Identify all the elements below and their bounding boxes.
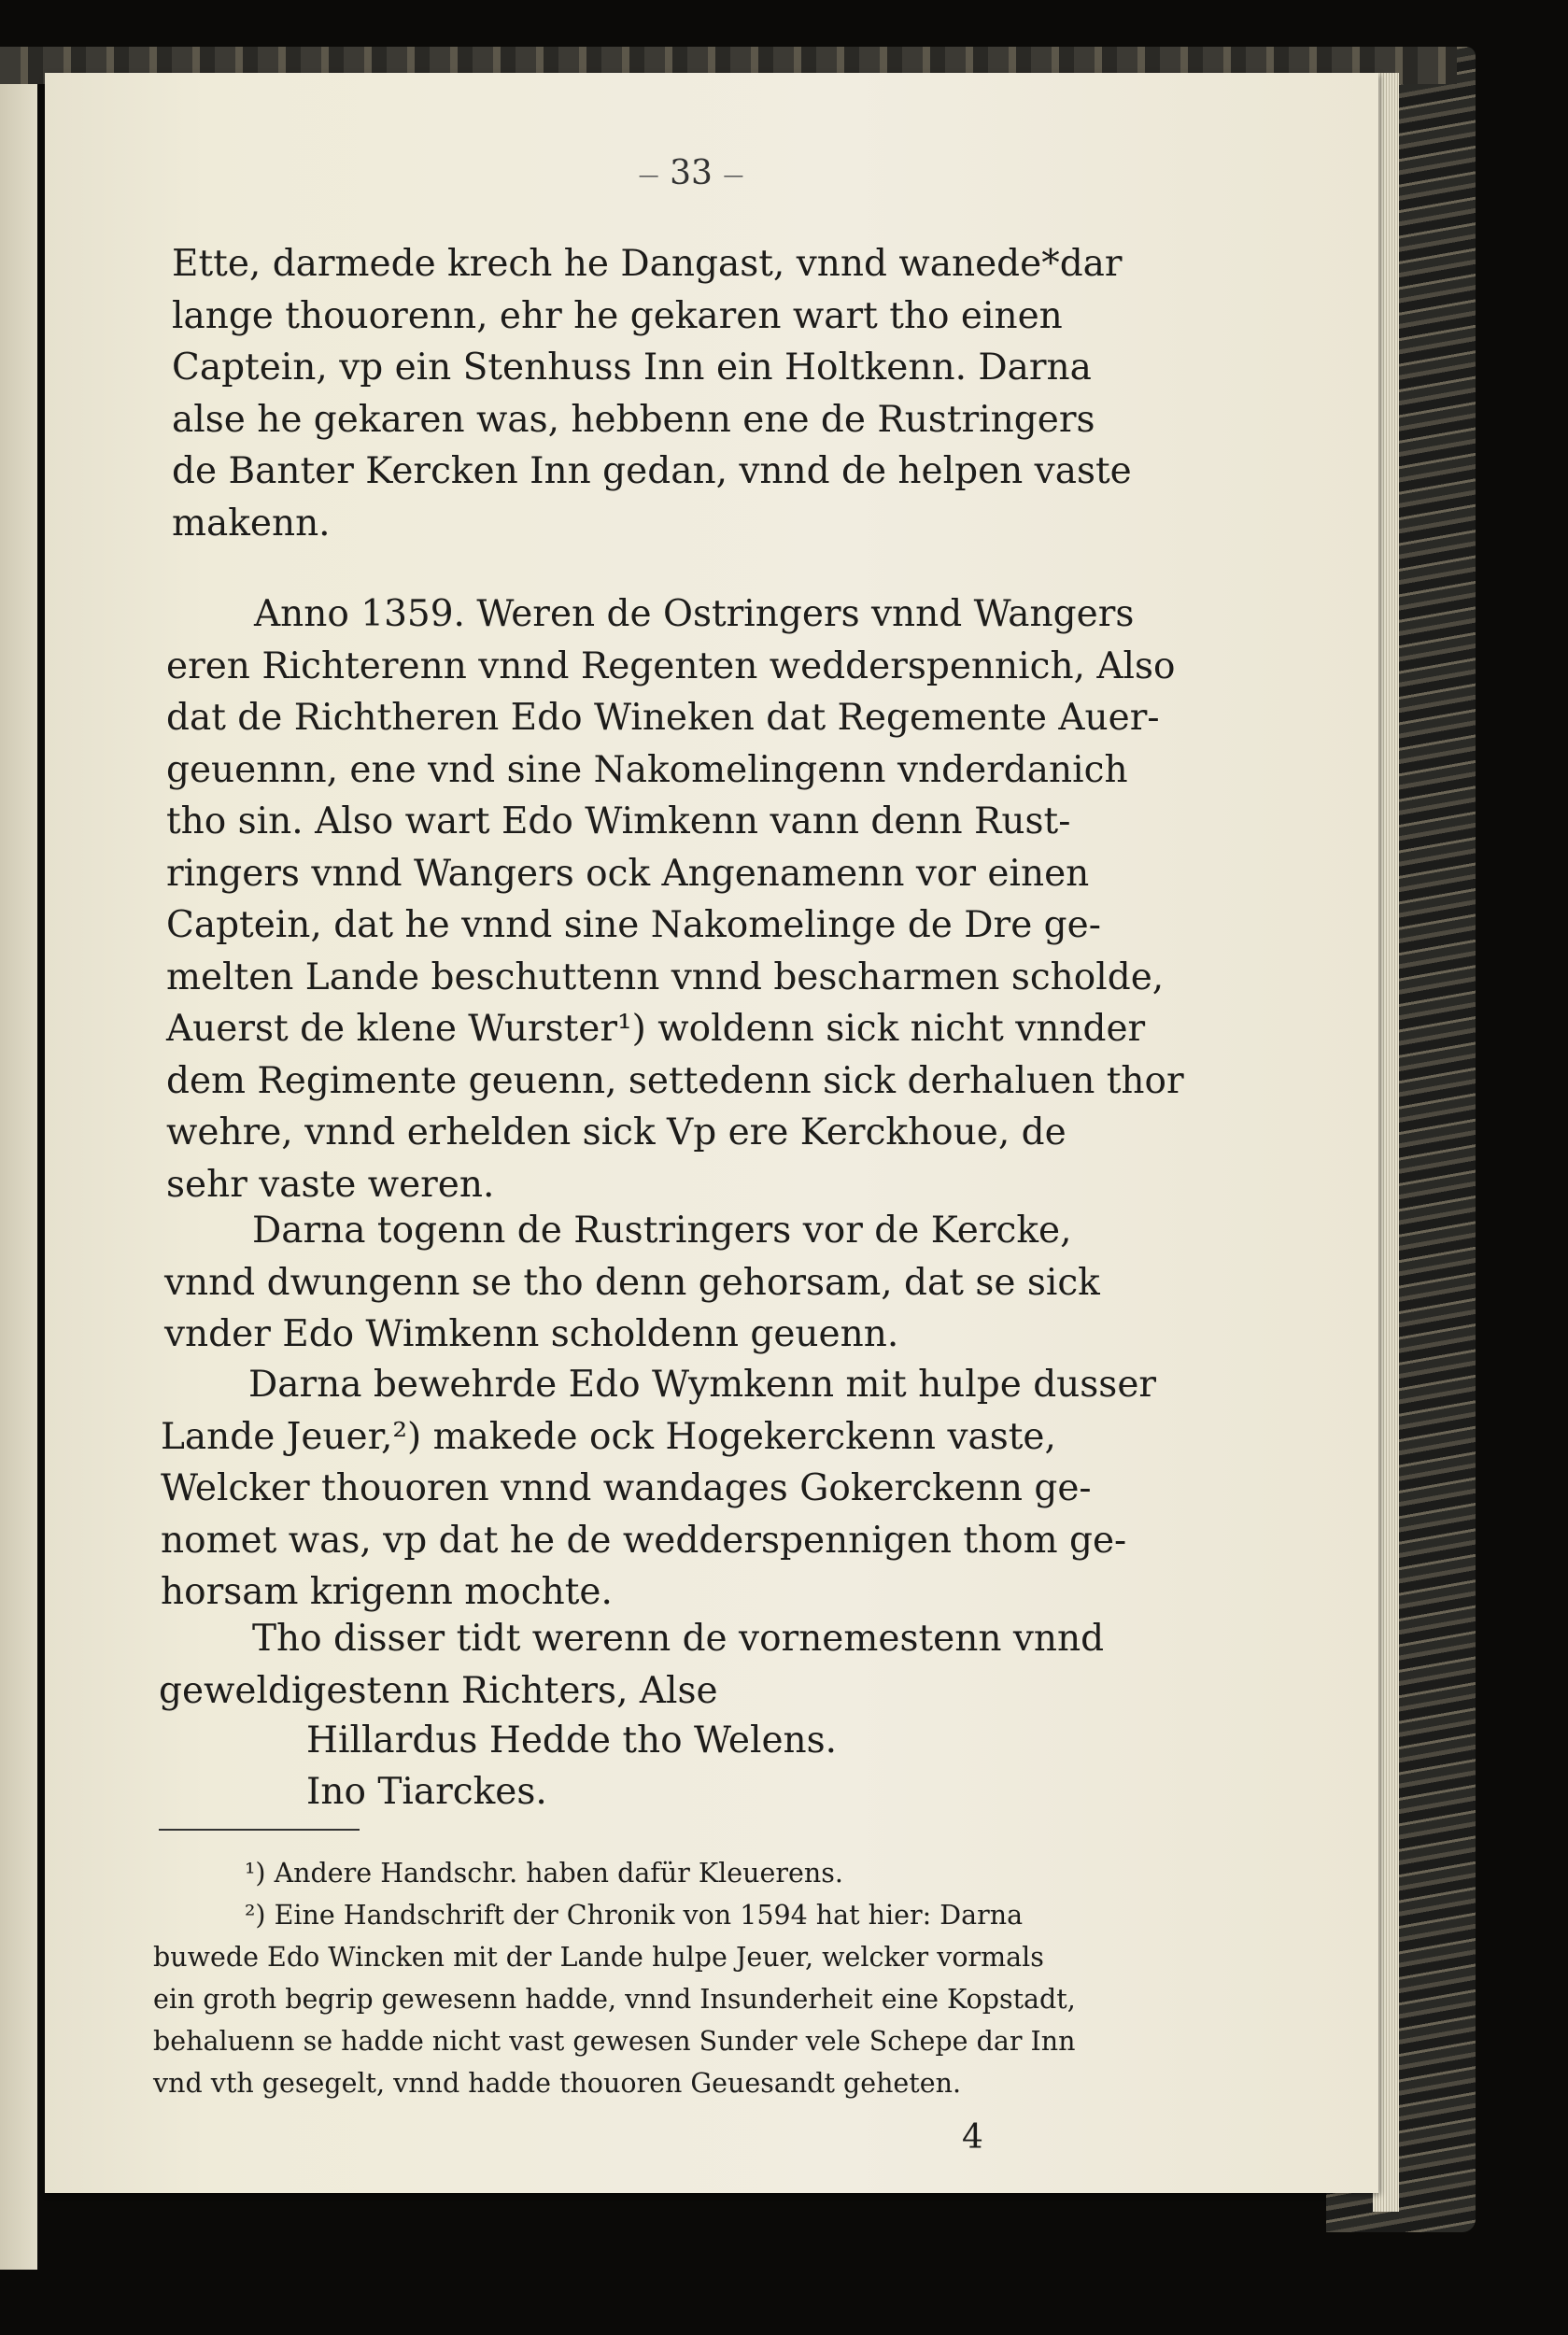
- text-line: geweldigestenn Richters, Alse: [159, 1669, 718, 1712]
- footnote-2-line: ein groth begrip gewesenn hadde, vnnd Insunderheit eine Kopstadt,: [153, 1984, 1076, 2015]
- text-line: horsam krigenn mochte.: [161, 1571, 613, 1613]
- footnote-divider: [159, 1829, 360, 1831]
- text-line: Captein, vp ein Stenhuss Inn ein Holtkenn. Darna: [172, 347, 1092, 389]
- text-line: sehr vaste weren.: [166, 1163, 495, 1206]
- text-line: wehre, vnnd erhelden sick Vp ere Kerckhoue, de: [166, 1111, 1067, 1153]
- text-line: Lande Jeuer,²) makede ock Hogekerckenn vaste,: [161, 1415, 1056, 1458]
- text-line: melten Lande beschuttenn vnnd bescharmen scholde,: [166, 955, 1165, 998]
- text-line: eren Richterenn vnnd Regenten wedderspennich, Also: [166, 644, 1176, 687]
- footnote-2-line: ²) Eine Handschrift der Chronik von 1594 hat hier: Darna: [245, 1900, 1024, 1931]
- paragraph-2: [166, 588, 1184, 1210]
- text-line: vnder Edo Wimkenn scholdenn geuenn.: [164, 1313, 899, 1355]
- text-line: Darna togenn de Rustringers vor de Kercke,: [252, 1210, 1072, 1252]
- name-entry: Ino Tiarckes.: [306, 1771, 547, 1813]
- paragraph-5: [159, 1613, 1177, 1717]
- text-line: ringers vnnd Wangers ock Angenamenn vor einen: [166, 852, 1090, 895]
- header-ornament-left: —: [638, 163, 659, 188]
- text-line: Anno 1359. Weren de Ostringers vnnd Wangers: [254, 593, 1135, 635]
- paragraph-4: [161, 1359, 1179, 1619]
- text-line: Captein, dat he vnnd sine Nakomelinge de Dre ge-: [166, 904, 1101, 946]
- left-page-edge: [0, 84, 37, 2270]
- page-number: 33: [670, 154, 713, 192]
- footnote-2-line: buwede Edo Wincken mit der Lande hulpe Jeuer, welcker vormals: [153, 1942, 1044, 1973]
- text-line: Ette, darmede krech he Dangast, vnnd wanede*dar: [172, 243, 1123, 285]
- signature-mark: 4: [962, 2118, 983, 2157]
- text-line: geuennn, ene vnd sine Nakomelingenn vnderdanich: [166, 748, 1128, 791]
- text-line: dem Regimente geuenn, settedenn sick derhaluen thor: [166, 1059, 1184, 1102]
- text-line: nomet was, vp dat he de wedderspennigen thom ge-: [161, 1519, 1127, 1562]
- text-line: lange thouorenn, ehr he gekaren wart tho einen: [172, 294, 1063, 337]
- paragraph-3: [164, 1205, 1182, 1361]
- name-entry: Hillardus Hedde tho Welens.: [306, 1719, 838, 1762]
- text-line: Welcker thouoren vnnd wandages Gokerckenn ge-: [161, 1467, 1092, 1509]
- text-line: tho sin. Also wart Edo Wimkenn vann denn Rust-: [166, 800, 1071, 842]
- text-line: de Banter Kercken Inn gedan, vnnd de helpen vaste: [172, 450, 1132, 492]
- page-header: [570, 154, 812, 192]
- footnote-2-line: vnd vth gesegelt, vnnd hadde thouoren Geuesandt geheten.: [153, 2068, 962, 2099]
- footnote-1: ¹) Andere Handschr. haben dafür Kleuerens.: [245, 1858, 843, 1889]
- footnotes: [153, 1852, 1171, 2104]
- text-line: dat de Richtheren Edo Wineken dat Regemente Auer-: [166, 697, 1160, 739]
- header-ornament-right: —: [723, 163, 744, 188]
- text-line: makenn.: [172, 502, 331, 545]
- text-line: Tho disser tidt werenn de vornemestenn vnnd: [252, 1618, 1105, 1660]
- paragraph-1: [172, 238, 1190, 549]
- footnote-2-line: behaluenn se hadde nicht vast gewesen Sunder vele Schepe dar Inn: [153, 2026, 1076, 2057]
- text-line: alse he gekaren was, hebbenn ene de Rustringers: [172, 398, 1095, 441]
- text-line: Auerst de klene Wurster¹) woldenn sick nicht vnnder: [166, 1008, 1146, 1050]
- text-line: Darna bewehrde Edo Wymkenn mit hulpe dusser: [248, 1364, 1157, 1406]
- text-line: vnnd dwungenn se tho denn gehorsam, dat se sick: [164, 1261, 1100, 1304]
- names-list: [306, 1715, 837, 1818]
